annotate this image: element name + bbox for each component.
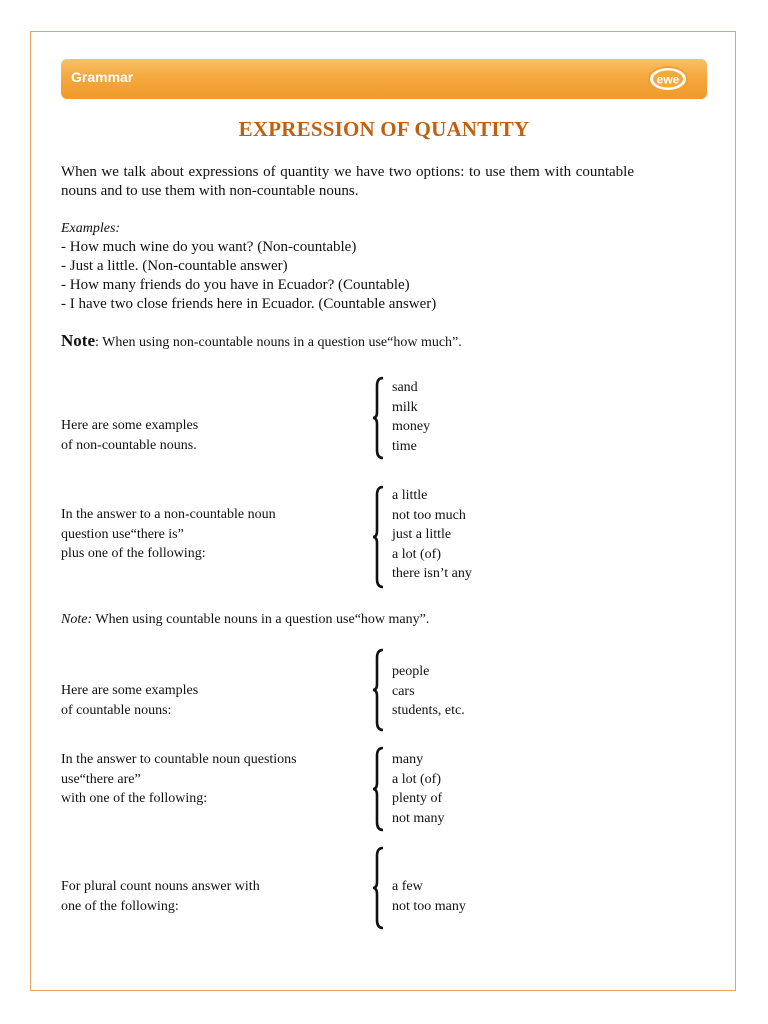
grammar-banner (61, 59, 707, 99)
text-line: of non-countable nouns. (61, 437, 197, 453)
list-item: cars (392, 683, 415, 699)
text-line: In the answer to countable noun questions (61, 752, 297, 767)
countable-examples-text (61, 681, 198, 720)
countable-answer-text (61, 750, 297, 809)
example-line: - How many friends do you have in Ecuador? (Countable) (61, 277, 410, 293)
text-line: one of the following: (61, 898, 179, 914)
text-line: with one of the following: (61, 791, 208, 806)
list-item: not too much (392, 507, 466, 523)
text-line: use“there are” (61, 771, 141, 787)
plural-count-list (392, 877, 466, 916)
list-item: money (392, 419, 431, 434)
intro-paragraph: When we talk about expressions of quantity we have two options: to use them with countable nouns and to use them with non-countable nouns. (61, 164, 634, 199)
left-brace-icon (371, 376, 385, 460)
examples-block (61, 219, 661, 314)
noncountable-answer-text (61, 505, 276, 564)
text-line: of countable nouns: (61, 702, 172, 718)
list-item: there isn’t any (392, 566, 472, 581)
countable-list (392, 662, 465, 721)
list-item: milk (392, 399, 418, 415)
list-item: plenty of (392, 791, 443, 806)
list-item: not too many (392, 898, 466, 914)
logo-text: ewe (656, 72, 680, 87)
list-item: a few (392, 879, 423, 894)
banner-title: Grammar (71, 69, 134, 85)
noncountable-list (392, 378, 430, 456)
note-text: : When using non-countable nouns in a question use“how much”. (94, 335, 462, 350)
note-how-many (61, 612, 429, 628)
list-item: time (392, 438, 417, 454)
note-label: Note: (61, 612, 93, 627)
list-item: people (392, 664, 430, 679)
text-line: Here are some examples (61, 418, 199, 433)
countable-answer-list (392, 750, 445, 828)
text-line: question use“there is” (61, 526, 184, 542)
example-line: - Just a little. (Non-countable answer) (61, 258, 288, 274)
example-line: - I have two close friends here in Ecuador. (Countable answer) (61, 296, 437, 312)
list-item: a little (392, 488, 428, 503)
example-line: - How much wine do you want? (Non-countable) (61, 239, 357, 255)
list-item: sand (392, 380, 418, 395)
text-line: plus one of the following: (61, 546, 206, 561)
list-item: not many (392, 810, 445, 826)
left-brace-icon (371, 846, 385, 930)
list-item: many (392, 752, 424, 767)
list-item: a lot (of) (392, 771, 441, 787)
left-brace-icon (371, 648, 385, 732)
list-item: a lot (of) (392, 546, 441, 562)
note-text: When using countable nouns in a question use“how many”. (92, 612, 430, 627)
note-how-much (61, 331, 462, 351)
text-line: Here are some examples (61, 683, 199, 698)
list-item: just a little (392, 527, 452, 542)
page-title: EXPRESSION OF QUANTITY (238, 117, 530, 141)
note-label: Note (61, 331, 95, 350)
plural-count-text (61, 877, 260, 916)
left-brace-icon (371, 485, 385, 589)
left-brace-icon (371, 746, 385, 832)
noncountable-answer-list (392, 486, 472, 584)
text-line: For plural count nouns answer with (61, 879, 260, 894)
text-line: In the answer to a non-countable noun (61, 507, 276, 522)
examples-label: Examples: (61, 221, 121, 236)
list-item: students, etc. (392, 703, 465, 718)
noncountable-examples-text (61, 416, 198, 455)
ewe-logo (647, 65, 689, 93)
